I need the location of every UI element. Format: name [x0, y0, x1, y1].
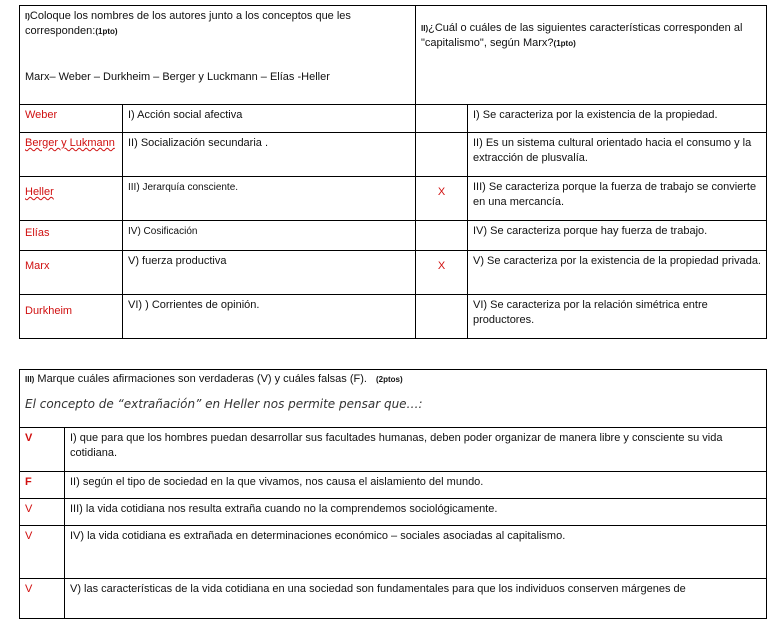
table-row [20, 295, 767, 339]
tf-statement: IV) la vida cotidiana es extrañada en determinaciones económico – sociales asociadas al capitalismo. [65, 526, 767, 579]
section3-roman: III) [25, 375, 35, 384]
answer-cell: Elías [20, 221, 123, 251]
mark-cell [416, 221, 468, 251]
concept-text: II) Socialización secundaria . [128, 137, 269, 149]
table-row [20, 472, 767, 499]
characteristic-cell: VI) Se caracteriza por la relación simétrica entre productores. [468, 295, 767, 339]
section2-header [416, 6, 767, 105]
concept-cell [123, 133, 416, 177]
tf-mark: V [20, 499, 65, 526]
concept-cell: VI) ) Corrientes de opinión. [123, 295, 416, 339]
mark-cell [416, 295, 468, 339]
table-row [20, 105, 767, 133]
mark-cell [416, 105, 468, 133]
tf-statement: I) que para que los hombres puedan desarrollar sus facultades humanas, deben poder organizar de manera libre y consciente su vida cotidiana. [65, 428, 767, 472]
tf-mark: V [20, 428, 65, 472]
section3-header [20, 370, 767, 428]
mark-cell [416, 133, 468, 177]
true-false-table [19, 369, 767, 619]
section1-instruction: Coloque los nombres de los autores junto a los conceptos que les corresponden: [25, 10, 351, 37]
answer-cell: Durkheim [20, 295, 123, 339]
table-row [20, 251, 767, 295]
section2-roman: II) [421, 24, 429, 33]
answer-text: Berger y Lukmann [25, 137, 115, 149]
mark-cell: X [416, 251, 468, 295]
section1-points: (1pto) [95, 27, 118, 36]
concept-cell: IV) Cosificación [123, 221, 416, 251]
table-row [20, 221, 767, 251]
table-row [20, 177, 767, 221]
answer-cell [20, 133, 123, 177]
answer-cell [20, 177, 123, 221]
section3-points: (2ptos) [376, 375, 403, 384]
section1-roman: I) [25, 12, 30, 21]
answer-cell: Weber [20, 105, 123, 133]
tf-statement: V) las características de la vida cotidiana en una sociedad son fundamentales para que los individuos conserven márgenes de [65, 579, 767, 619]
answer-text: Heller [25, 186, 54, 198]
authors-list: Marx– Weber – Durkheim – Berger y Luckmann – Elías -Heller [25, 71, 330, 83]
mark-cell: X [416, 177, 468, 221]
section2-instruction: ¿Cuál o cuáles de las siguientes características corresponden al "capitalismo", según Marx? [421, 22, 743, 49]
tf-mark: V [20, 526, 65, 579]
tf-mark: F [20, 472, 65, 499]
table-row [20, 428, 767, 472]
table-row [20, 579, 767, 619]
section1-header [20, 6, 416, 105]
table-row [20, 499, 767, 526]
section3-instruction: Marque cuáles afirmaciones son verdaderas (V) y cuáles falsas (F). [37, 373, 367, 385]
characteristic-cell: V) Se caracteriza por la existencia de la propiedad privada. [468, 251, 767, 295]
table-row [20, 526, 767, 579]
concept-cell: III) Jerarquía consciente. [123, 177, 416, 221]
concept-cell: I) Acción social afectiva [123, 105, 416, 133]
characteristic-cell: III) Se caracteriza porque la fuerza de trabajo se convierte en una mercancía. [468, 177, 767, 221]
table-row [20, 133, 767, 177]
characteristic-cell: IV) Se caracteriza porque hay fuerza de trabajo. [468, 221, 767, 251]
concept-cell: V) fuerza productiva [123, 251, 416, 295]
section3-prompt: El concepto de “extrañación” en Heller nos permite pensar que…: [25, 397, 423, 411]
characteristic-cell: I) Se caracteriza por la existencia de la propiedad. [468, 105, 767, 133]
tf-statement: II) según el tipo de sociedad en la que vivamos, nos causa el aislamiento del mundo. [65, 472, 767, 499]
tf-statement: III) la vida cotidiana nos resulta extraña cuando no la comprendemos sociológicamente. [65, 499, 767, 526]
answer-cell: Marx [20, 251, 123, 295]
tf-mark: V [20, 579, 65, 619]
matching-table [19, 5, 767, 339]
characteristic-cell: II) Es un sistema cultural orientado hacia el consumo y la extracción de plusvalía. [468, 133, 767, 177]
section2-points: (1pto) [553, 39, 576, 48]
